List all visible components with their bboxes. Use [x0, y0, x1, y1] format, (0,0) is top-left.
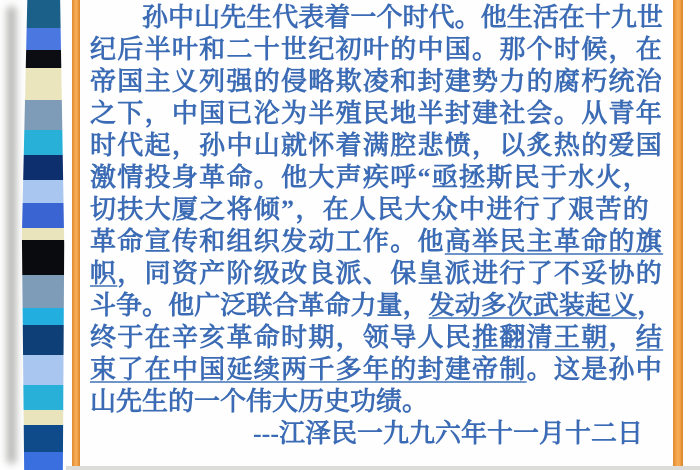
- underlined-phrase: 推翻清王朝: [472, 323, 609, 352]
- text-segment: 之下，中国已沦为半殖民地半封建社会。从青年: [90, 99, 664, 128]
- right-accent-bar: [673, 0, 683, 470]
- mosaic-tile: [21, 50, 66, 68]
- text-line: [90, 290, 663, 322]
- text-segment: ，: [608, 323, 636, 352]
- text-line: [90, 162, 663, 194]
- mosaic-tile: [21, 355, 66, 385]
- text-line: [90, 98, 663, 130]
- text-segment: 帝国主义列强的侵略欺凌和封建势力的腐朽统治: [90, 67, 664, 96]
- mosaic-tile: [21, 155, 66, 180]
- mosaic-tile: [21, 0, 66, 28]
- text-segment: ，: [637, 291, 664, 320]
- underlined-phrase: 发动多次武装起义: [428, 291, 638, 320]
- underlined-phrase: 结: [635, 323, 664, 352]
- text-line: [90, 386, 663, 418]
- text-segment: 纪后半叶和二十世纪初叶的中国。那个时候，在: [90, 35, 664, 64]
- text-line: [90, 354, 663, 386]
- left-accent-bar: [72, 0, 80, 470]
- text-line: [90, 258, 663, 290]
- text-line: [90, 226, 663, 258]
- mosaic-tile: [21, 385, 66, 410]
- text-line: [90, 194, 663, 226]
- mosaic-tile: [21, 203, 66, 228]
- text-segment: ，同资产阶级改良派、保皇派进行了不妥协的: [117, 259, 664, 288]
- mosaic-tile: [21, 100, 66, 130]
- text-line: [90, 66, 663, 98]
- underlined-phrase: 帜: [90, 259, 118, 288]
- text-line: [90, 2, 663, 34]
- mosaic-tile: [21, 410, 66, 425]
- mosaic-tile: [21, 180, 66, 203]
- text-segment: 革命宣传和组织发动工作。他: [90, 227, 445, 256]
- mosaic-tile: [21, 325, 66, 355]
- underlined-phrase: 高举民主革命的旗: [444, 227, 664, 256]
- text-segment: 时代起，孙中山就怀着满腔悲愤，以炙热的爱国: [90, 131, 664, 160]
- mosaic-tile: [21, 452, 66, 470]
- mosaic-tile: [21, 308, 66, 325]
- mosaic-tile: [21, 228, 66, 240]
- underlined-phrase: 束了在中国延续两千多年的封建帝制: [90, 355, 527, 384]
- mosaic-tile: [21, 28, 66, 50]
- text-segment: 激情投身革命。他大声疾呼“亟拯斯民于水火，: [90, 163, 651, 192]
- text-line: [90, 322, 663, 354]
- mosaic-tile: [21, 240, 66, 275]
- text-segment: 山先生的一个伟大历史功绩。: [90, 387, 429, 416]
- text-segment: 斗争。他广泛联合革命力量，: [90, 291, 429, 320]
- mosaic-tile: [21, 275, 66, 308]
- text-segment: 孙中山先生代表着一个时代。他生活在十九世: [142, 3, 664, 32]
- text-line: [90, 130, 663, 162]
- text-segment: 终于在辛亥革命时期，领导人民: [90, 323, 473, 352]
- bottom-divider: [66, 466, 700, 470]
- text-line: [90, 34, 663, 66]
- text-segment: ---江泽民一九九六年十一月十二日: [253, 419, 643, 448]
- ribbon-shadow: [7, 6, 16, 464]
- text-segment: 切扶大厦之将倾”，在人民大众中进行了艰苦的: [90, 195, 651, 224]
- mosaic-tile: [21, 425, 66, 452]
- mosaic-tile: [21, 68, 66, 100]
- quote-paragraph: [90, 2, 663, 450]
- text-segment: 。这是孙中: [526, 355, 664, 384]
- mosaic-ribbon: [21, 0, 66, 470]
- mosaic-tile: [21, 130, 66, 155]
- attribution-line: [90, 418, 663, 450]
